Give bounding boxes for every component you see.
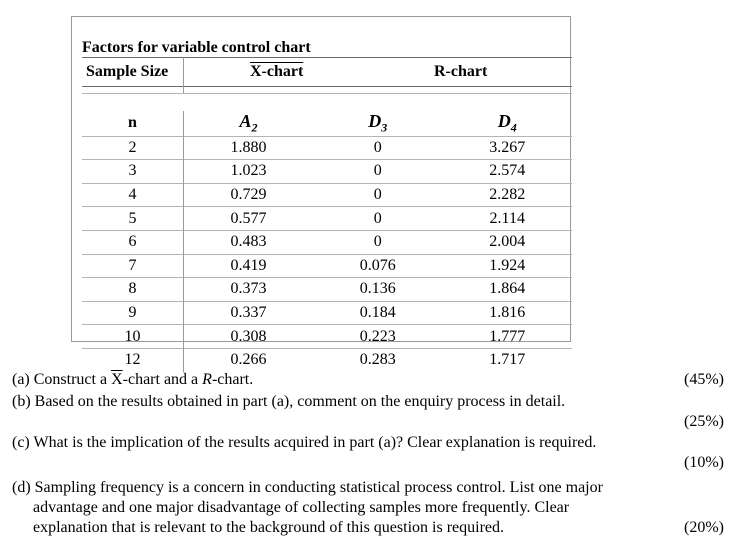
question-d-points: (20%) — [684, 519, 724, 536]
cell-n: 4 — [82, 183, 184, 207]
question-b — [12, 392, 724, 432]
cell-a2: 0.337 — [184, 301, 314, 325]
question-a-prefix: (a) Construct a — [12, 371, 112, 388]
cell-d4: 1.816 — [443, 301, 573, 325]
table-row — [82, 183, 572, 207]
cell-n: 9 — [82, 301, 184, 325]
xbar-symbol: X-chart — [250, 63, 304, 80]
cell-a2: 0.373 — [184, 278, 314, 302]
caption-rule — [82, 57, 572, 58]
question-b-text: (b) Based on the results obtained in part (a), comment on the enquiry process in detail. — [12, 393, 566, 410]
cell-d4: 1.864 — [443, 278, 573, 302]
cell-d4: 3.267 — [443, 136, 573, 160]
d4-letter: D — [497, 111, 511, 131]
cell-a2: 0.729 — [184, 183, 314, 207]
cell-d3: 0 — [313, 136, 443, 160]
cell-d3: 0.223 — [313, 325, 443, 349]
question-c-points: (10%) — [684, 454, 724, 471]
question-c — [12, 433, 724, 473]
d4-subscript: 4 — [510, 120, 517, 135]
question-b-points: (25%) — [684, 413, 724, 430]
cell-n: 8 — [82, 278, 184, 302]
col-d3-header — [313, 111, 443, 136]
cell-n: 7 — [82, 254, 184, 278]
cell-d4: 2.114 — [443, 207, 573, 231]
question-a-r: R — [202, 371, 212, 388]
question-a-points: (45%) — [684, 371, 724, 388]
table-row — [82, 254, 572, 278]
cell-a2: 0.419 — [184, 254, 314, 278]
cell-n: 5 — [82, 207, 184, 231]
cell-n: 2 — [82, 136, 184, 160]
question-c-text: (c) What is the implication of the results acquired in part (a)? Clear explanation is required. — [12, 434, 597, 451]
header-xbar-chart — [250, 63, 303, 81]
cell-d3: 0 — [313, 183, 443, 207]
table-row — [82, 136, 572, 160]
a2-subscript: 2 — [251, 120, 258, 135]
cell-d3: 0 — [313, 230, 443, 254]
cell-d4: 2.574 — [443, 160, 573, 184]
question-d-line1: (d) Sampling frequency is a concern in conducting statistical process control. List one major — [12, 479, 603, 496]
question-a — [12, 370, 724, 390]
d3-subscript: 3 — [381, 120, 388, 135]
cell-d3: 0.184 — [313, 301, 443, 325]
question-a-xbar: $\overline{X}$ — [111, 371, 123, 388]
col-n-header: n — [82, 111, 184, 136]
question-d-line2: advantage and one major disadvantage of collecting samples more frequently. Clear — [33, 499, 570, 516]
cell-d4: 1.777 — [443, 325, 573, 349]
cell-a2: 0.483 — [184, 230, 314, 254]
cell-d3: 0.136 — [313, 278, 443, 302]
col-a2-header — [184, 111, 314, 136]
cell-d4: 1.717 — [443, 348, 573, 371]
col-d4-header — [443, 111, 573, 136]
cell-d3: 0.076 — [313, 254, 443, 278]
factors-table — [71, 16, 571, 369]
d3-letter: D — [368, 111, 382, 131]
cell-n: 10 — [82, 325, 184, 349]
header-rule — [82, 86, 572, 87]
cell-d4: 1.924 — [443, 254, 573, 278]
cell-d4: 2.004 — [443, 230, 573, 254]
question-d-line3: explanation that is relevant to the background of this question is required. — [33, 519, 504, 536]
cell-n: 3 — [82, 160, 184, 184]
column-header-row — [82, 111, 572, 136]
cell-n: 6 — [82, 230, 184, 254]
cell-d4: 2.282 — [443, 183, 573, 207]
a2-letter: A — [239, 111, 252, 131]
table-row — [82, 160, 572, 184]
table-row — [82, 301, 572, 325]
cell-d3: 0 — [313, 207, 443, 231]
cell-a2: 0.577 — [184, 207, 314, 231]
cell-a2: 0.266 — [184, 348, 314, 371]
table-row — [82, 348, 572, 371]
question-d-line3-wrap — [12, 518, 724, 538]
question-d — [12, 478, 724, 538]
cell-d3: 0 — [313, 160, 443, 184]
header-sample-size: Sample Size — [86, 63, 169, 80]
table-row — [82, 278, 572, 302]
table-row — [82, 207, 572, 231]
factors-grid — [82, 111, 572, 372]
cell-a2: 1.880 — [184, 136, 314, 160]
question-a-suffix: -chart. — [211, 371, 254, 388]
cell-d3: 0.283 — [313, 348, 443, 371]
cell-a2: 1.023 — [184, 160, 314, 184]
question-a-mid: -chart and a — [122, 371, 203, 388]
subheader-rule — [82, 93, 572, 94]
header-divider — [183, 57, 184, 93]
table-row — [82, 230, 572, 254]
cell-a2: 0.308 — [184, 325, 314, 349]
cell-n: 12 — [82, 348, 184, 371]
header-r-chart: R-chart — [434, 63, 488, 80]
table-caption: Factors for variable control chart — [82, 39, 311, 56]
table-row — [82, 325, 572, 349]
